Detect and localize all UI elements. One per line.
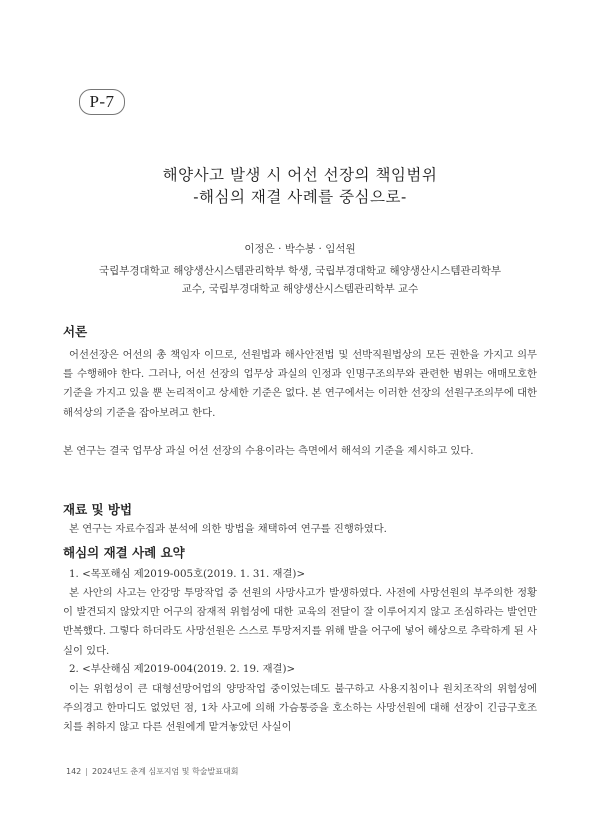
author-affiliation-line2: 교수, 국립부경대학교 해양생산시스템관리학부 교수	[181, 283, 419, 295]
section-heading-methods: 재료 및 방법	[63, 502, 133, 517]
page-number: 142	[66, 767, 82, 776]
paper-subtitle: -해심의 재결 사례를 중심으로-	[193, 188, 407, 206]
case2-title: 2. <부산해심 제2019-004(2019. 2. 19. 재결)>	[69, 663, 296, 675]
methods-paragraph: 본 연구는 자료수집과 분석에 의한 방법을 채택하여 연구를 진행하였다.	[69, 523, 387, 535]
case2-body: 이는 위험성이 큰 대형선망어업의 양망작업 중이었는데도 불구하고 사용지침이나 원치조작의 위험성에 주의경고 한마디도 없었던 점, 1차 사고에 의해 가슴통증을 호소하는 사망선원에 대해 선장이 긴급구호조치를 취하지 않고 다른 선원에게 맡겨놓았던 사실이	[63, 683, 537, 734]
intro-paragraph-1: 어선선장은 어선의 총 책임자 이므로, 선원법과 해사안전법 및 선박직원법상의 모든 권한을 가지고 의무를 수행해야 한다. 그러나, 어선 선장의 업무상 과실의 인정과 인명구조의무와 관련한 범위는 애매모호한 기준을 가지고 있을 뿐 논리적이고 상세한 기준은 없다. 본 연구에서는 이러한 선장의 선원구조의무에 대한 해석상의 기준을 잡아보려고 한다.	[63, 349, 537, 419]
case1-title: 1. <목포해심 제2019-005호(2019. 1. 31. 재결)>	[69, 568, 306, 580]
paper-id-badge: P-7	[79, 89, 125, 115]
footer-separator: |	[85, 767, 88, 776]
page-footer	[66, 766, 238, 777]
section-heading-cases: 해심의 재결 사례 요약	[63, 545, 185, 560]
section-heading-intro: 서론	[63, 324, 88, 339]
case1-body: 본 사안의 사고는 안강망 투망작업 중 선원의 사망사고가 발생하였다. 사전에 사망선원의 부주의한 정황이 발견되지 않았지만 어구의 잠재적 위험성에 대한 교육의 전달이 잘 이루어지지 않고 조심하라는 발언만 반복했다. 그렇다 하더라도 사망선원은 스스로 투망저지를 위해 발을 어구에 넣어 해상으로 추락하게 된 사실이 있다.	[63, 587, 537, 657]
author-names: 이정은 · 박수봉 · 임석원	[244, 243, 356, 255]
intro-paragraph-2: 본 연구는 결국 업무상 과실 어선 선장의 수용이라는 측면에서 해석의 기준을 제시하고 있다.	[63, 445, 474, 457]
paper-title: 해양사고 발생 시 어선 선장의 책임범위	[162, 166, 438, 184]
author-affiliation-line1: 국립부경대학교 해양생산시스템관리학부 학생, 국립부경대학교 해양생산시스템관리학부	[98, 265, 502, 277]
event-name: 2024년도 춘계 심포지엄 및 학술발표대회	[91, 767, 239, 776]
